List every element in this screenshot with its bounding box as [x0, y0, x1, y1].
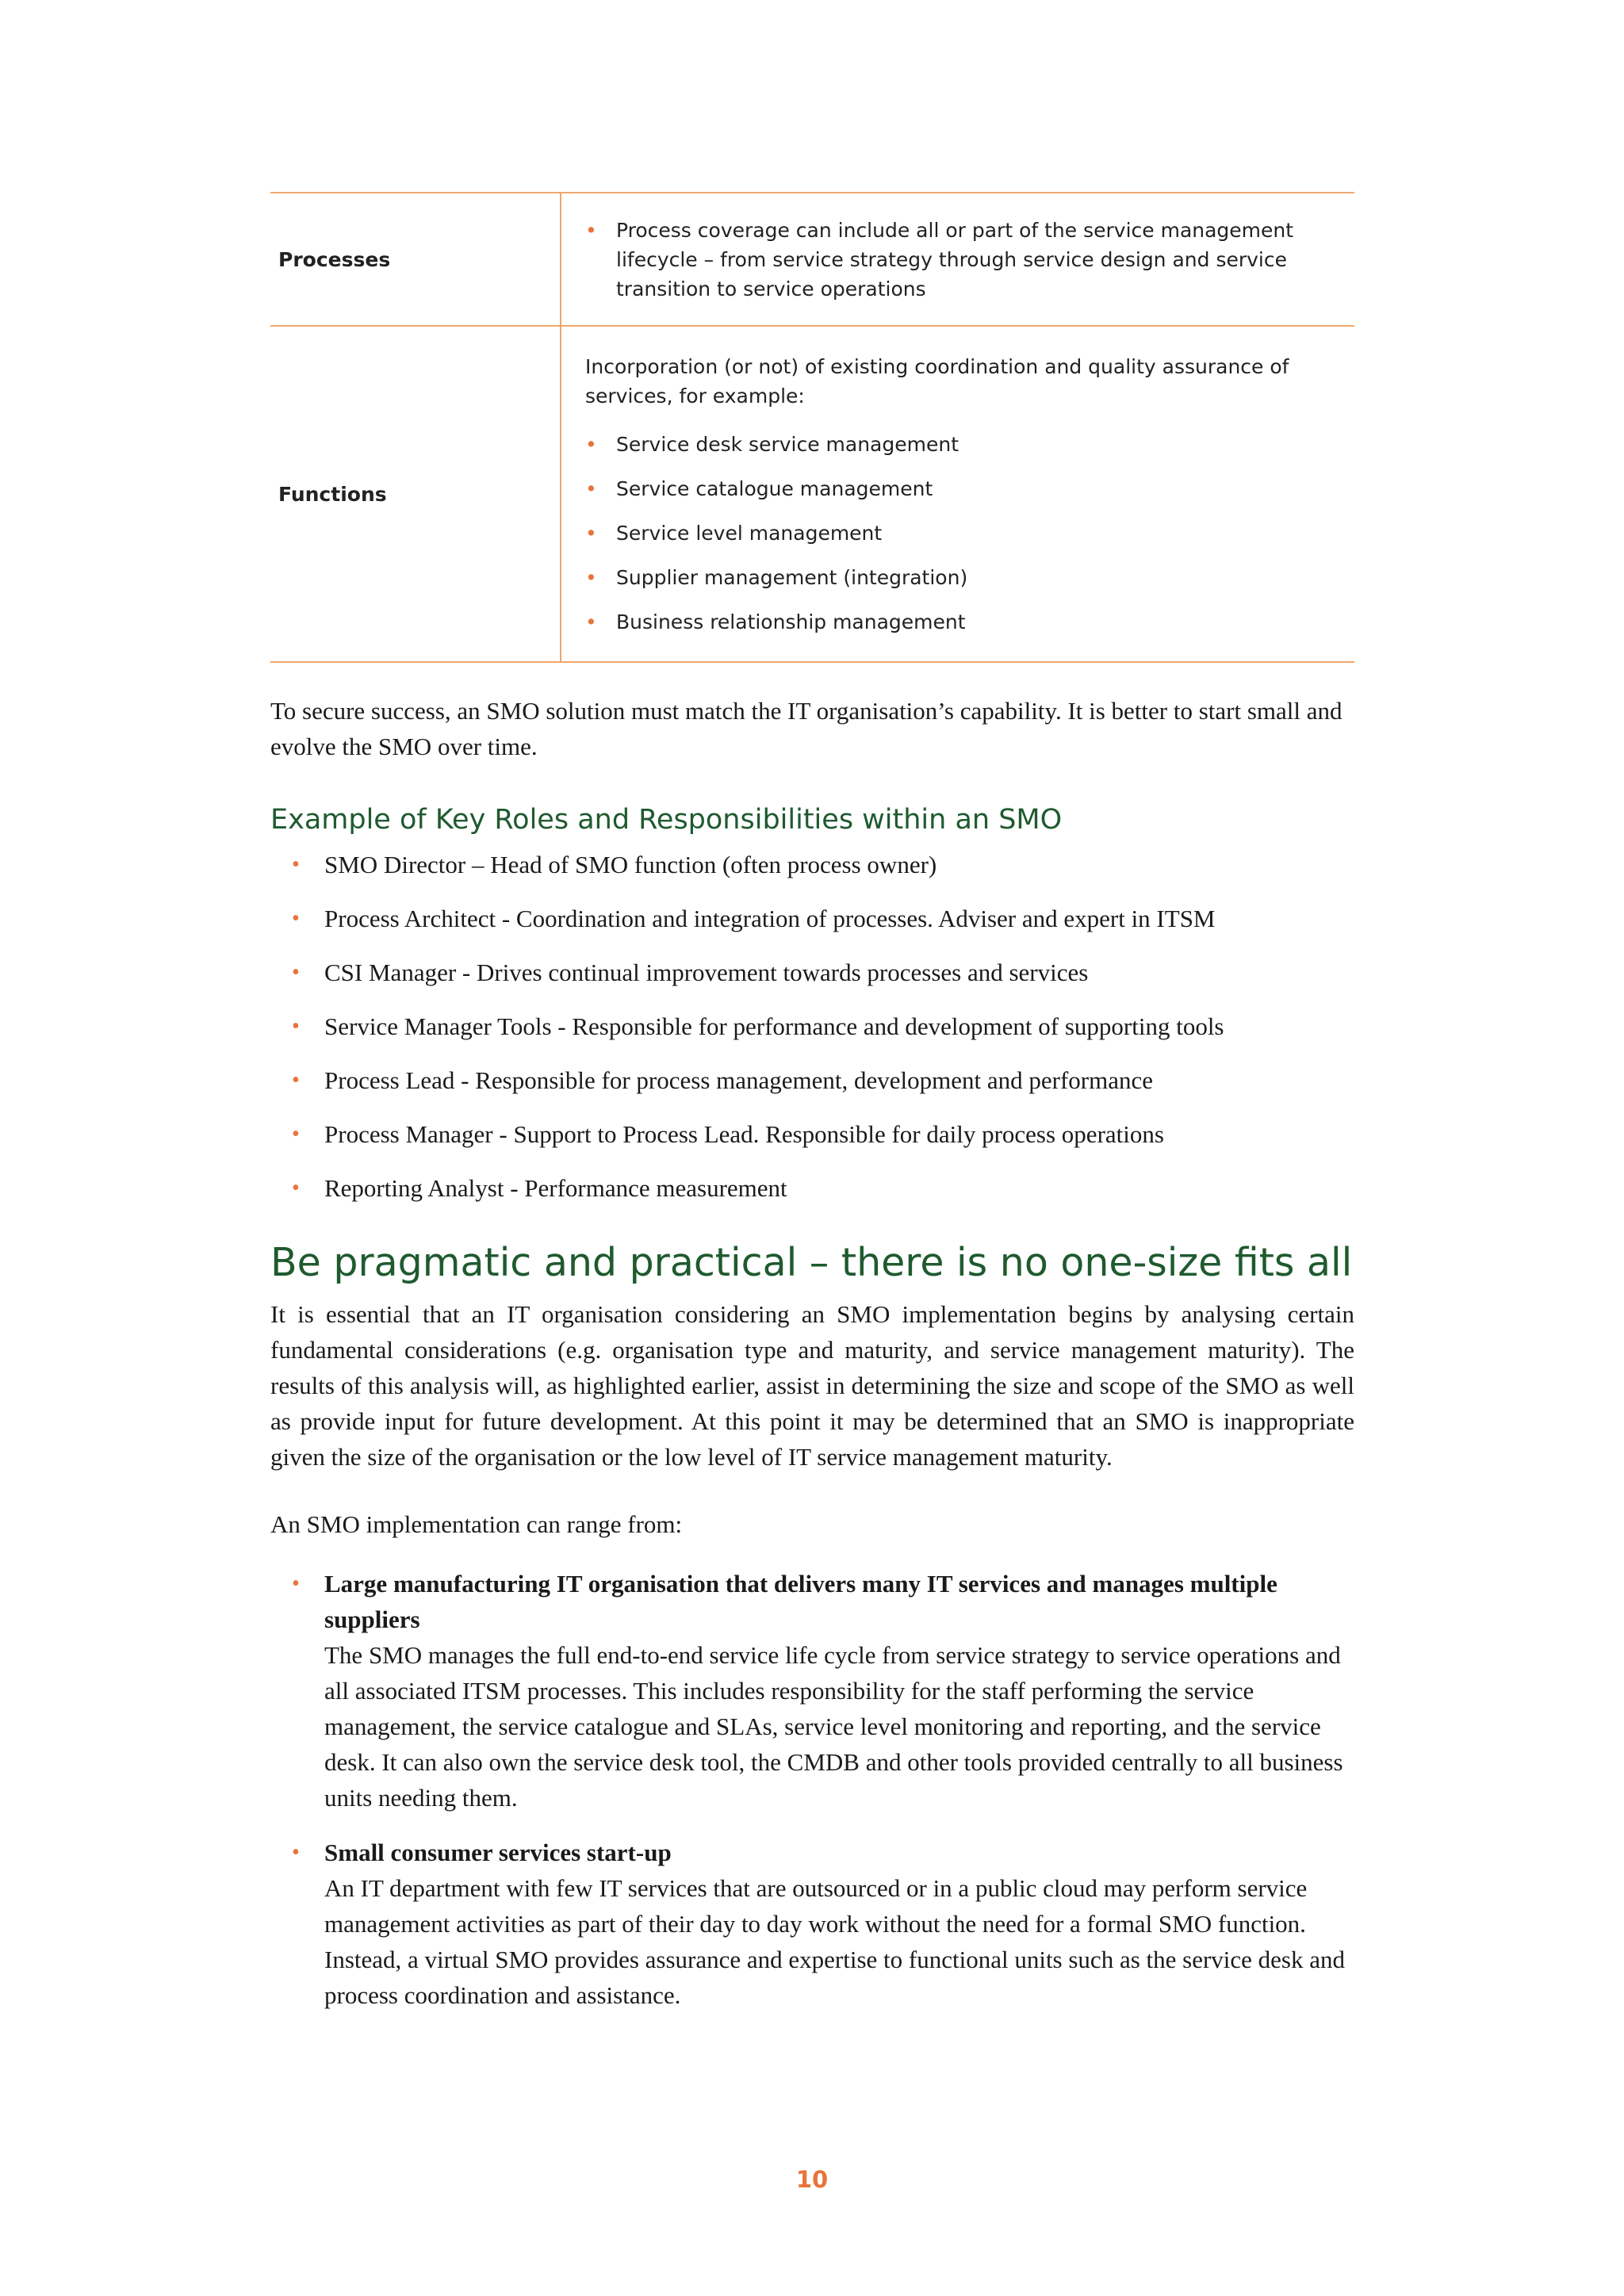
list-item: • SMO Director – Head of SMO function (often process owner) [270, 847, 1354, 882]
list-item: • Process Manager - Support to Process Lead. Responsible for daily process operations [270, 1116, 1354, 1152]
list-item: • Process coverage can include all or part of the service management lifecycle – from service strategy through service design and service transition to service operations [585, 216, 1339, 304]
roles-list [270, 847, 1354, 1206]
page-content [270, 192, 1354, 2013]
page-number: 10 [795, 2166, 829, 2193]
range-list [270, 1566, 1354, 2013]
list-item: • Service desk service management [585, 430, 1339, 459]
list-item: • CSI Manager - Drives continual improvement towards processes and services [270, 955, 1354, 990]
item-lead: • Large manufacturing IT organisation that delivers many IT services and manages multiple suppliers [324, 1570, 1277, 1633]
list-item: • Business relationship management [585, 607, 1339, 637]
item-description: The SMO manages the full end-to-end service life cycle from service strategy to service operations and all associated ITSM processes. This includes responsibility for the staff performing the service management, the service catalogue and SLAs, service level monitoring and reporting, and the service desk. It can also own the service desk tool, the CMDB and other tools provided centrally to all business units needing them. [324, 1641, 1343, 1812]
list-item [270, 1566, 1354, 1816]
list-item: • Service Manager Tools - Responsible for performance and development of supporting tools [270, 1008, 1354, 1044]
list-item: • Supplier management (integration) [585, 563, 1339, 592]
essential-paragraph: It is essential that an IT organisation considering an SMO implementation begins by analysing certain fundamental considerations (e.g. organisation type and maturity, and service management maturity). The results of this analysis will, as highlighted earlier, assist in determining the size and scope of the SMO as well as provide input for future development. At this point it may be determined that an SMO is inappropriate given the size of the organisation or the low level of IT service management maturity. [270, 1300, 1354, 1471]
item-description: An IT department with few IT services that are outsourced or in a public cloud may perform service management activities as part of their day to day work without the need for a formal SMO function. Instead, a virtual SMO provides assurance and expertise to functional units such as the service desk and process coordination and assistance. [324, 1874, 1345, 2009]
scope-table [270, 192, 1354, 663]
row-label: Functions [270, 326, 561, 662]
roles-heading: Example of Key Roles and Responsibilities within an SMO [270, 804, 1063, 836]
success-paragraph: To secure success, an SMO solution must match the IT organisation’s capability. It is better to start small and evolve the SMO over time. [270, 697, 1342, 760]
list-item: • Process Architect - Coordination and integration of processes. Adviser and expert in ITSM [270, 901, 1354, 936]
row-content [561, 193, 1354, 326]
list-item: • Reporting Analyst - Performance measurement [270, 1170, 1354, 1206]
table-row [270, 326, 1354, 662]
row-label: Processes [270, 193, 561, 326]
list-item: • Process Lead - Responsible for process management, development and performance [270, 1062, 1354, 1098]
pragmatic-heading: Be pragmatic and practical – there is no one-size fits all [270, 1240, 1353, 1285]
list-item: • Service level management [585, 519, 1339, 548]
bullet-list [585, 216, 1339, 304]
list-item: • Service catalogue management [585, 474, 1339, 503]
bullet-list [585, 430, 1339, 637]
row-intro: Incorporation (or not) of existing coordination and quality assurance of services, for example: [585, 354, 1289, 408]
range-intro: An SMO implementation can range from: [270, 1510, 683, 1538]
item-lead: • Small consumer services start-up [324, 1839, 672, 1866]
row-content [561, 326, 1354, 662]
table-row [270, 193, 1354, 326]
list-item [270, 1835, 1354, 2013]
